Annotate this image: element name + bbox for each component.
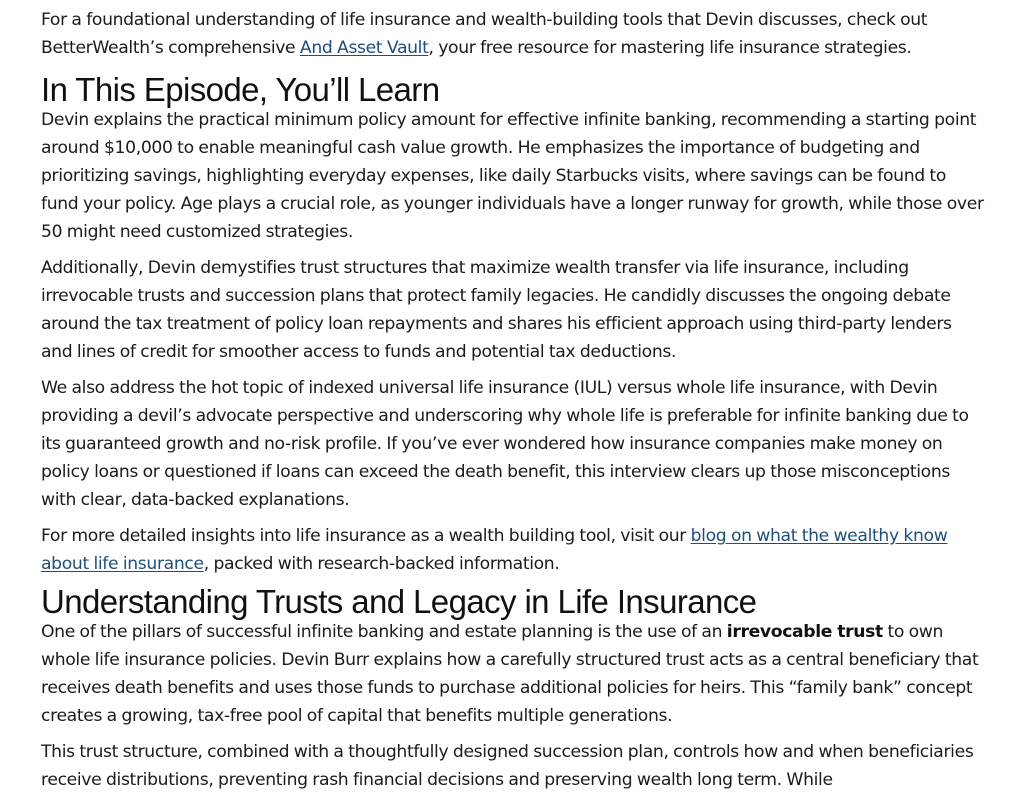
episode-paragraph-2: Additionally, Devin demystifies trust structures that maximize wealth transfer via life insurance, including irrevocable trusts and succession plans that protect family legacies. He candidly discusses the ongoing debate around the tax treatment of policy loan repayments and shares his efficient approach using third-party lenders and lines of credit for smoother access to funds and potential tax deductions. [41, 258, 952, 362]
intro-paragraph [41, 6, 986, 62]
trusts-text-start: One of the pillars of successful infinite banking and estate planning is the use of an [41, 622, 727, 642]
episode-paragraph-1: Devin explains the practical minimum policy amount for effective infinite banking, recommending a starting point around $10,000 to enable meaningful cash value growth. He emphasizes the importance of budgeting and prioritizing savings, highlighting everyday expenses, like daily Starbucks visits, where savings can be found to fund your policy. Age plays a crucial role, as younger individuals have a longer runway for growth, while those over 50 might need customized strategies. [41, 110, 984, 242]
trusts-paragraph-1 [41, 618, 986, 730]
episode-paragraph-3: We also address the hot topic of indexed universal life insurance (IUL) versus whole life insurance, with Devin providing a devil’s advocate perspective and underscoring why whole life is preferable for infinite banking due to its guaranteed growth and no-risk profile. If you’ve ever wondered how insurance companies make money on policy loans or questioned if loans can exceed the death benefit, this interview clears up those misconceptions with clear, data-backed explanations. [41, 378, 969, 510]
closing-text-start: For more detailed insights into life insurance as a wealth building tool, visit our [41, 526, 691, 546]
asset-vault-link[interactable]: And Asset Vault [299, 38, 429, 58]
heading-understanding-trusts: Understanding Trusts and Legacy in Life Insurance [41, 583, 757, 620]
intro-text-start: For a foundational understanding of life insurance and wealth-building tools that Devin discusses, check out BetterWealth’s comprehensive [41, 10, 928, 58]
intro-text-end: , your free resource for mastering life insurance strategies. [428, 38, 912, 58]
trusts-text-end: to own whole life insurance policies. Devin Burr explains how a carefully structured trust acts as a central beneficiary that receives death benefits and uses those funds to purchase additional policies for heirs. This “family bank” concept creates a growing, tax-free pool of capital that benefits multiple generations. [41, 622, 979, 726]
irrevocable-trust-emphasis: irrevocable trust [726, 622, 883, 642]
closing-text-end: , packed with research-backed information. [203, 554, 560, 574]
wealthy-blog-link[interactable]: blog on what the wealthy know about life insurance [41, 526, 948, 574]
trusts-paragraph-2: This trust structure, combined with a thoughtfully designed succession plan, controls how and when beneficiaries receive distributions, preventing rash financial decisions and preserving wealth long term. While [41, 742, 974, 790]
episode-closing-paragraph [41, 522, 986, 578]
article-content [41, 6, 986, 802]
heading-in-this-episode: In This Episode, You’ll Learn [41, 71, 440, 108]
